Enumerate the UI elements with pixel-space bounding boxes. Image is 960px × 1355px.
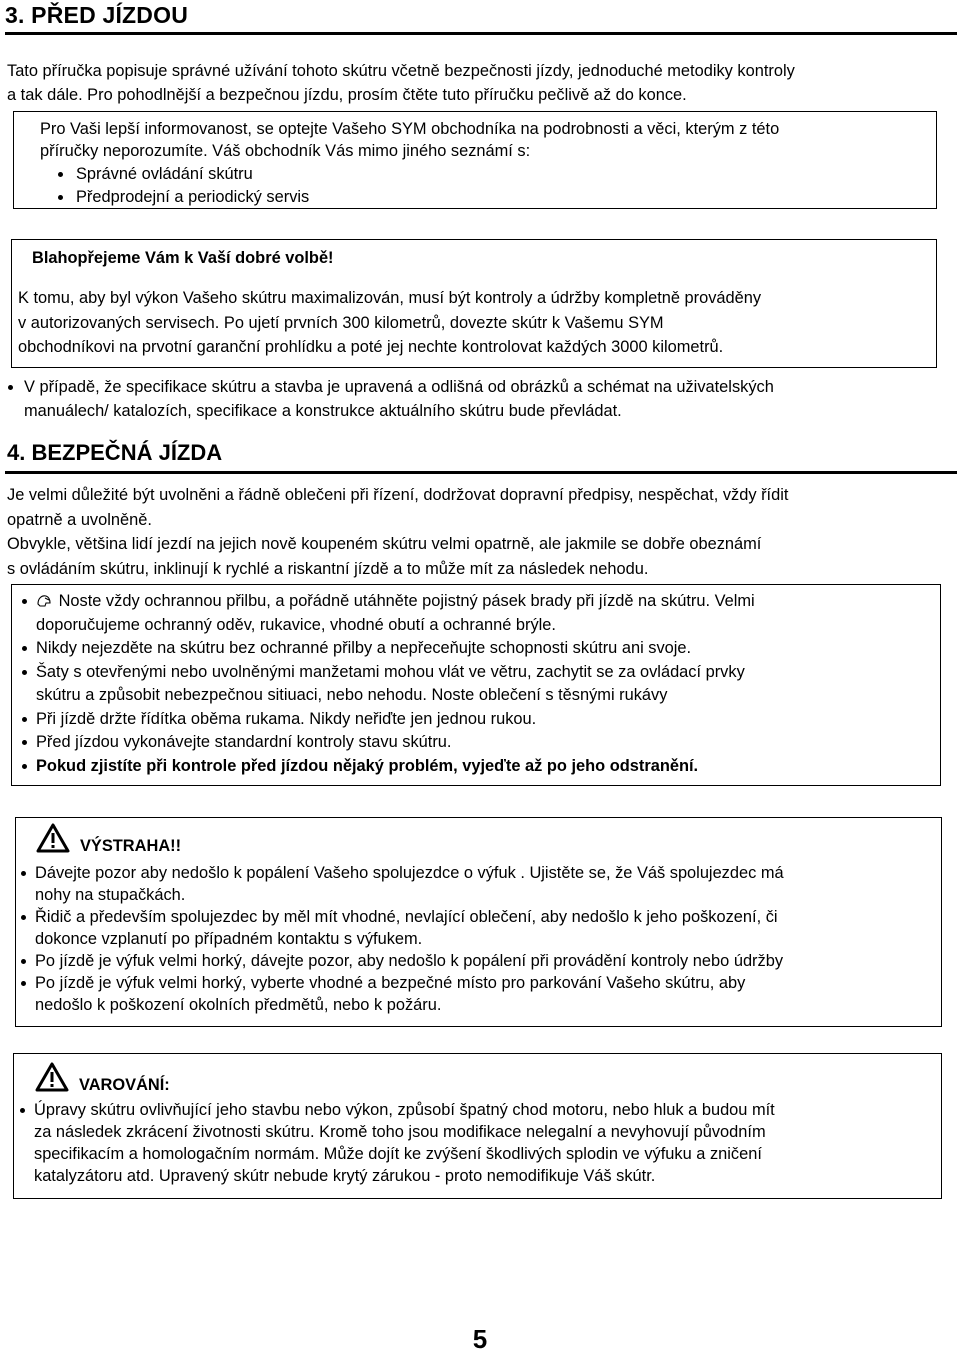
section-4-rule (5, 471, 957, 474)
warning-continuation: nedošlo k poškození okolních předmětů, nebo k požáru. (35, 996, 442, 1014)
warning-header (36, 823, 181, 858)
congrats-line: obchodníkovi na prvotní garanční prohlídku a poté jej nechte kontrolovat každých 3000 kilometrů. (18, 338, 724, 356)
dealer-info-list (48, 163, 309, 209)
rule-text: Pokud zjistíte při kontrole před jízdou nějaký problém, vyjeďte až po jeho odstranění. (36, 756, 699, 775)
congrats-line: v autorizovaných servisech. Po ujetí prvních 300 kilometrů, dovezte skútr k Vašemu SYM (18, 313, 664, 332)
bullet-icon (20, 1108, 25, 1113)
bullet-icon (22, 717, 27, 722)
rule-continuation: skútru a způsobit nebezpečnou sitiuaci, nebo nehodu. Noste oblečení s těsnými rukávy (36, 686, 668, 704)
safety-intro-line: opatrně a uvolněně. (7, 510, 152, 529)
list-item (18, 755, 933, 779)
bullet-icon (22, 646, 27, 651)
safety-intro-line: Obvykle, většina lidí jezdí na jejich nově koupeném skútru velmi opatrně, ale jakmile se dobře obeznámí (7, 535, 762, 553)
list-item (18, 590, 933, 614)
bullet-icon (22, 670, 27, 675)
dealer-info-text (40, 119, 779, 162)
list-item (18, 906, 938, 928)
safety-intro (7, 483, 788, 581)
warning-text: Řidič a především spolujezdec by měl mít vhodné, nevlající oblečení, aby nedošlo k jeho poškození, či (35, 908, 778, 926)
rule-text: Šaty s otevřenými nebo uvolněnými manžetami mohou vlát ve větru, zachytit se za ovládací prvky (36, 662, 745, 681)
bullet-icon (21, 959, 26, 964)
helmet-icon (36, 593, 52, 609)
congrats-text (18, 286, 761, 360)
rule-continuation: doporučujeme ochranný oděv, rukavice, vhodné obutí a ochranné brýle. (36, 615, 556, 634)
list-item (18, 731, 933, 755)
warning-text: Po jízdě je výfuk velmi horký, dávejte pozor, aby nedošlo k popálení při provádění kontroly nebo údržby (35, 952, 784, 970)
note-line (7, 376, 774, 400)
caution-continuation: za následek zkrácení životnosti skútru. Kromě toho jsou modifikace nelegalní a nevyhovují původním (34, 1123, 766, 1141)
warning-title: VÝSTRAHA!! (80, 837, 182, 855)
bullet-icon (21, 871, 26, 876)
warning-continuation: dokonce vzplanutí po případném kontaktu s výfukem. (35, 930, 423, 948)
warning-list (18, 862, 938, 1016)
bullet-icon (22, 764, 27, 769)
rule-text: Noste vždy ochrannou přilbu, a pořádně utáhněte pojistný pásek brady při jízdě na skútru. Velmi (58, 592, 755, 610)
bullet-icon (21, 981, 26, 986)
page-number: 5 (472, 1324, 488, 1354)
note-text: V případě, že specifikace skútru a stavba je upravená a odlišná od obrázků a schémat na uživatelských (24, 378, 774, 396)
list-item (18, 661, 933, 685)
section-3-rule (5, 32, 957, 35)
intro-paragraph (7, 60, 795, 107)
note-line: manuálech/ katalozích, specifikace a konstrukce aktuálního skútru bude převládat. (24, 401, 622, 420)
list-item: Předprodejní a periodický servis (48, 186, 309, 209)
caution-list (17, 1099, 937, 1187)
caution-title: VAROVÁNÍ: (79, 1076, 170, 1094)
section-4-title: 4. BEZPEČNÁ JÍZDA (7, 440, 223, 465)
caution-text: Úpravy skútru ovlivňující jeho stavbu nebo výkon, způsobí špatný chod motoru, nebo hluk a budou mít (34, 1101, 775, 1119)
safety-intro-line: Je velmi důležité být uvolněni a řádně oblečeni při řízení, dodržovat dopravní předpisy, nespěchat, vždy řídit (7, 486, 789, 504)
congrats-line: K tomu, aby byl výkon Vašeho skútru maximalizován, musí být kontroly a údržby kompletně prováděny (18, 289, 762, 307)
dealer-info-line: Pro Vaši lepší informovanost, se optejte Vašeho SYM obchodníka na podrobnosti a věci, kterým z této (40, 120, 780, 138)
rule-text: Nikdy nejezděte na skútru bez ochranné přilby a nepřeceňujte schopnosti skútru ani svoje. (36, 639, 692, 657)
warning-text: Dávejte pozor aby nedošlo k popálení Vašeho spolujezdce o výfuk . Ujistěte se, že Váš spolujezdec má (35, 864, 784, 882)
section-3-title: 3. PŘED JÍZDOU (5, 2, 189, 28)
warning-triangle-icon (36, 823, 70, 858)
intro-line: a tak dále. Pro pohodlnější a bezpečnou jízdu, prosím čtěte tuto příručku pečlivě až do konce. (7, 85, 687, 104)
specification-note (7, 376, 774, 423)
caution-header (35, 1062, 170, 1097)
list-item (18, 950, 938, 972)
list-item (18, 637, 933, 661)
rule-text: Před jízdou vykonávejte standardní kontroly stavu skútru. (36, 733, 452, 751)
rule-text: Při jízdě držte řídítka oběma rukama. Nikdy neřiďte jen jednou rukou. (36, 709, 537, 728)
list-item: Správné ovládání skútru (48, 163, 309, 186)
bullet-icon (21, 915, 26, 920)
bullet-icon (22, 740, 27, 745)
safety-rules-list (18, 590, 933, 778)
caution-continuation: katalyzátoru atd. Upravený skútr nebude krytý zárukou - proto nemodifikuje Váš skútr. (34, 1167, 656, 1185)
dealer-info-line: příručky neporozumíte. Váš obchodník Vás mimo jiného seznámí s: (40, 141, 531, 160)
bullet-icon (22, 599, 27, 604)
warning-text: Po jízdě je výfuk velmi horký, vyberte vhodné a bezpečné místo pro parkování Vašeho skútru, aby (35, 974, 746, 992)
bullet-icon (8, 385, 13, 390)
warning-continuation: nohy na stupačkách. (35, 886, 186, 904)
list-item (18, 972, 938, 994)
warning-triangle-icon (35, 1062, 69, 1097)
intro-line: Tato příručka popisuje správné užívání tohoto skútru včetně bezpečnosti jízdy, jednoduché metodiky kontroly (7, 62, 795, 80)
list-item (18, 862, 938, 884)
caution-continuation: specifikacím a homologačním normám. Může dojít ke zvýšení škodlivých splodin ve výfuku a zničení (34, 1145, 762, 1163)
safety-intro-line: s ovládáním skútru, inklinují k rychlé a riskantní jízdě a to může mít za následek nehodu. (7, 559, 649, 578)
list-item (18, 708, 933, 732)
congrats-heading: Blahopřejeme Vám k Vaší dobré volbě! (32, 249, 334, 267)
list-item (17, 1099, 937, 1121)
